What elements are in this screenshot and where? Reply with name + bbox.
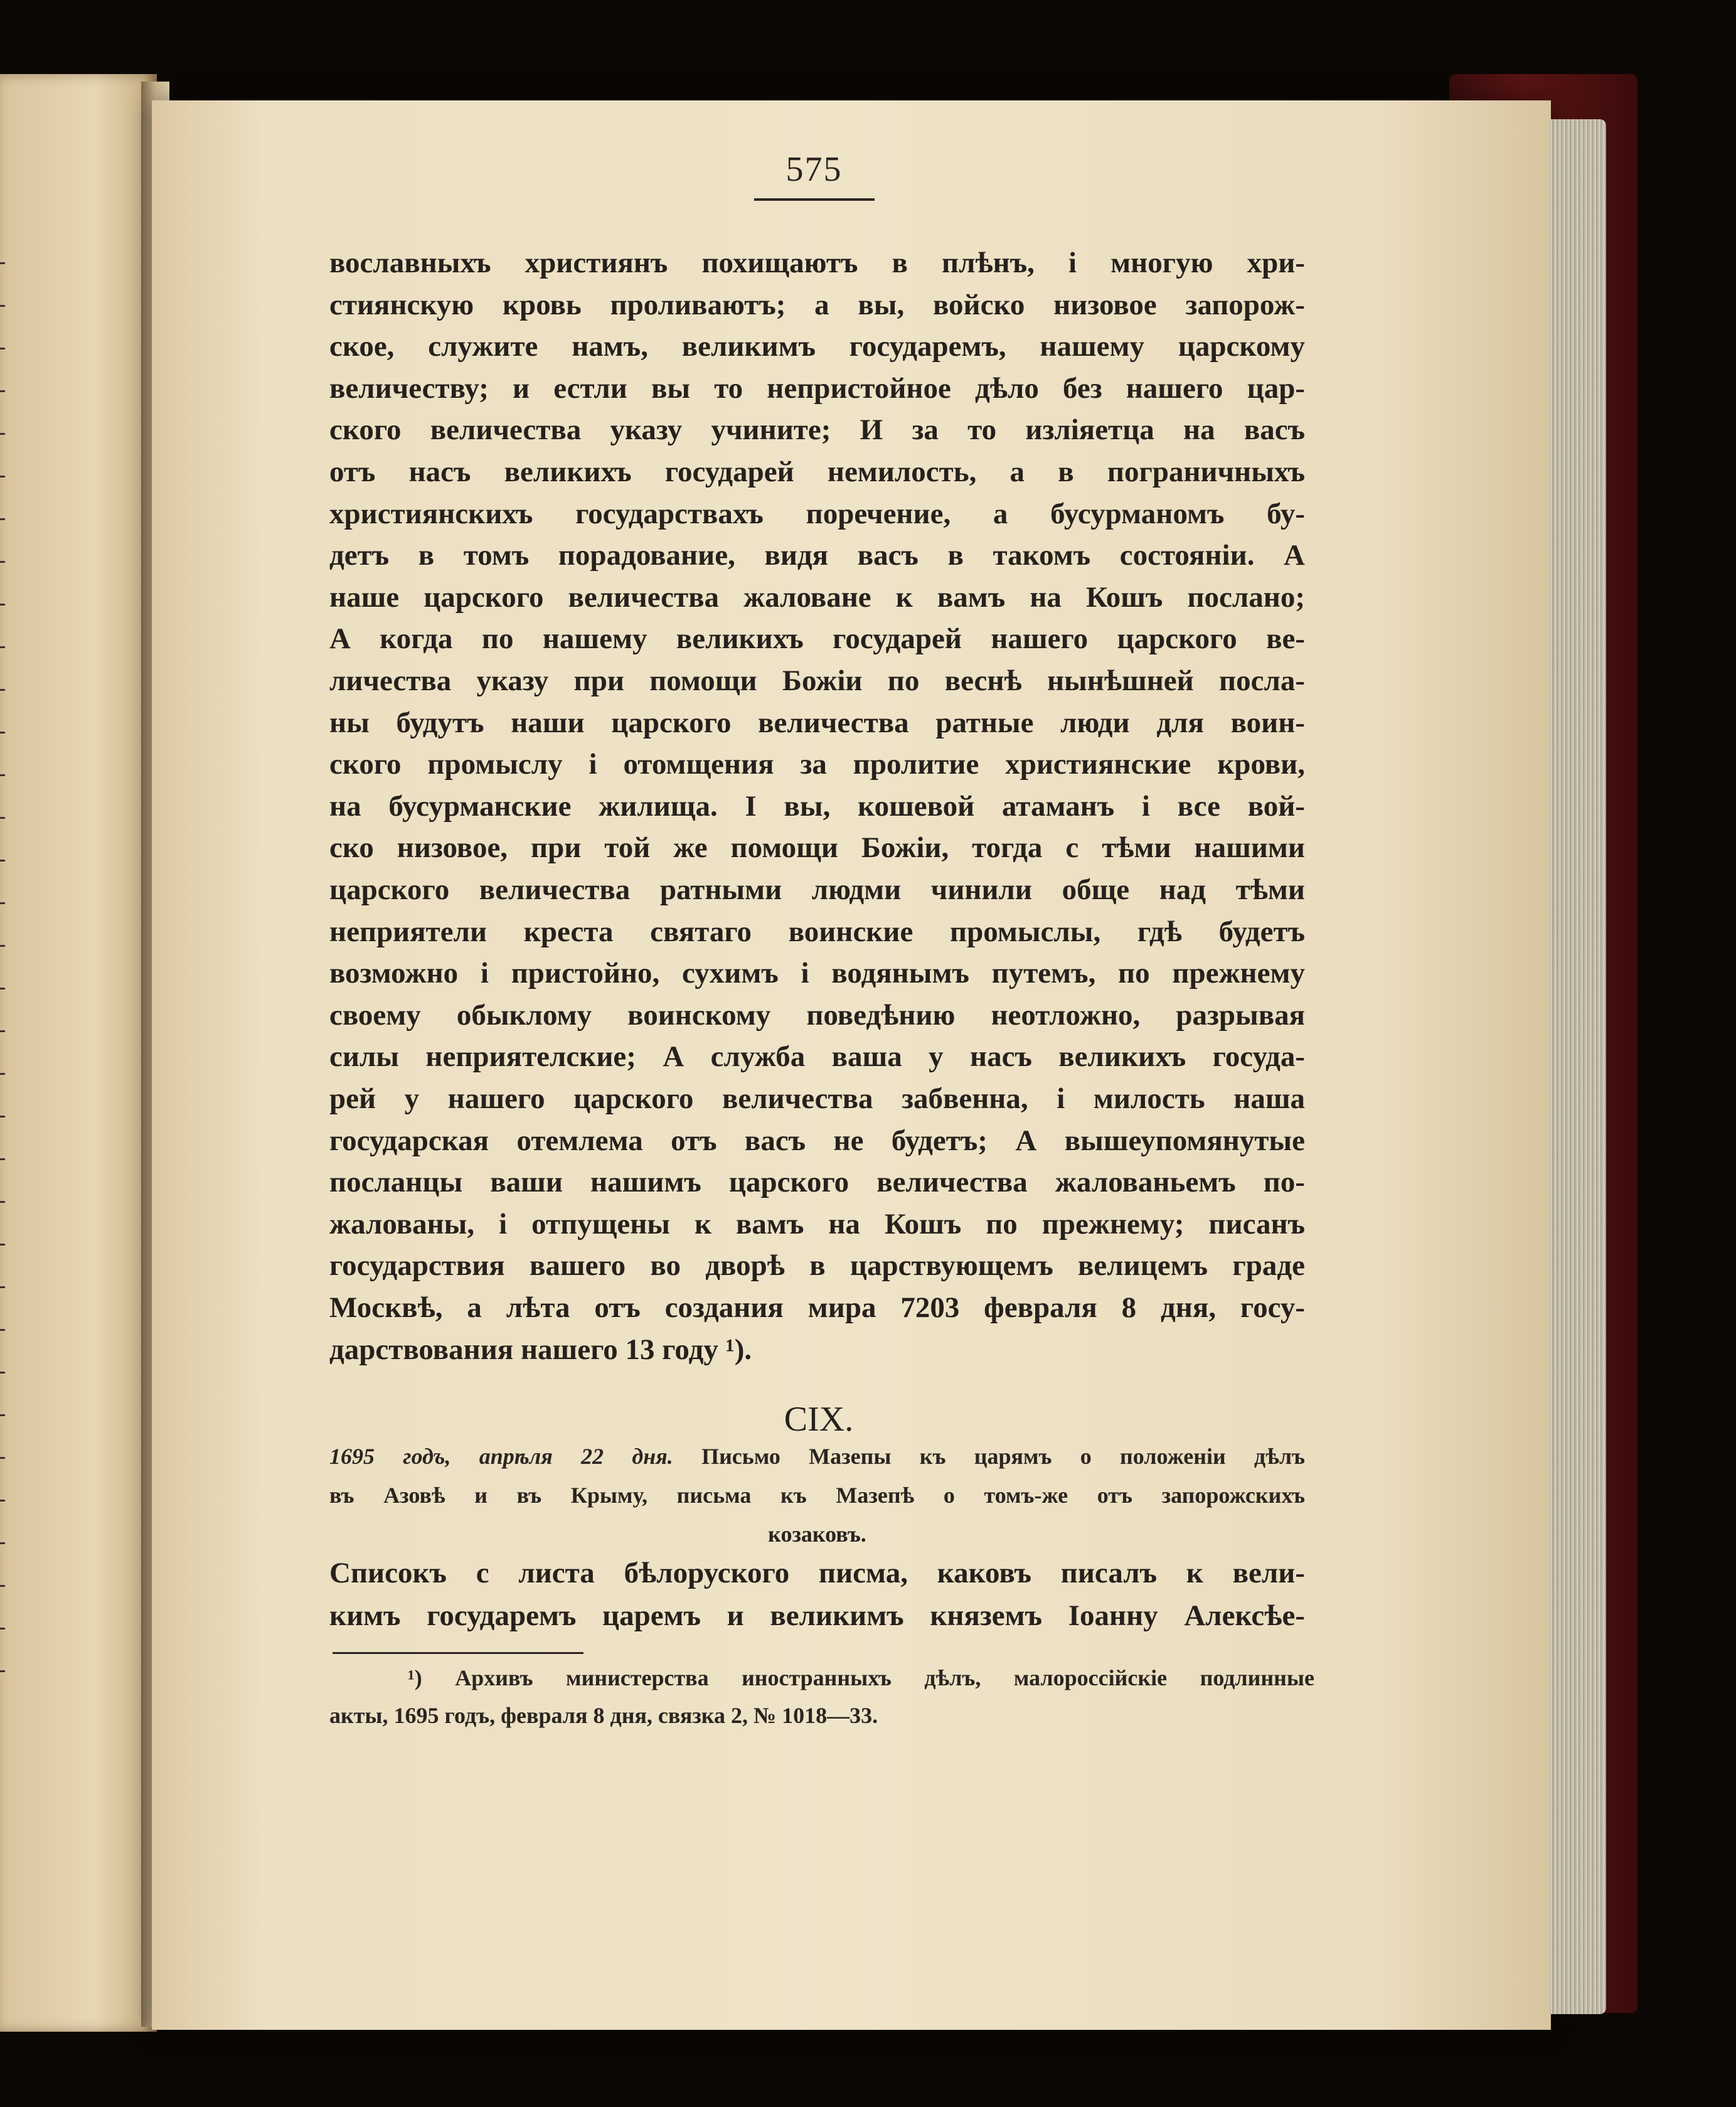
- left-page-text-fragment: [0, 604, 5, 605]
- left-page-text-fragment: [0, 1542, 5, 1544]
- left-page-text-fragment: [0, 1670, 5, 1672]
- body-text-line: ского промыслу і отомщения за пролитие християнские крови,: [329, 748, 1305, 781]
- footnote-line: ¹) Архивъ министерства иностранныхъ дѣлъ, малороссійскіе подлинные: [408, 1665, 1314, 1690]
- body-text-line: царского величества ратными людми чинили обще над тѣми: [329, 873, 1305, 906]
- body-text-line: ны будутъ наши царского величества ратные люди для воин-: [329, 706, 1305, 739]
- left-page-text-fragment: [0, 1286, 5, 1288]
- left-page-text-fragment: [0, 433, 5, 435]
- left-page-text-fragment: [0, 902, 5, 904]
- left-page-text-fragment: [0, 1201, 5, 1203]
- section-heading-line: козаковъ.: [768, 1522, 866, 1547]
- section-heading-text: Письмо Мазепы къ царямъ о положеніи дѣлъ: [701, 1444, 1306, 1469]
- body-text-line: неприятели креста святаго воинские промыслы, гдѣ будетъ: [329, 915, 1305, 948]
- left-page-text-fragment: [0, 561, 5, 563]
- footnote-rule: [333, 1652, 583, 1654]
- left-page-text-fragment: [0, 1628, 5, 1630]
- body-text-line: християнскихъ государствахъ поречение, а бусурманомъ бу-: [329, 497, 1305, 530]
- body-text-line: посланцы ваши нашимъ царского величества жалованьемъ по-: [329, 1166, 1305, 1199]
- section-body-line: Списокъ с листа бѣлоруского писма, каковъ писалъ к вели-: [329, 1557, 1305, 1589]
- left-page-text-fragment: [0, 518, 5, 520]
- body-text-line: ско низовое, при той же помощи Божіи, тогда с тѣми нашими: [329, 831, 1305, 865]
- body-text-line: государская отемлема отъ васъ не будетъ; А вышеупомянутые: [329, 1124, 1305, 1157]
- left-page-text-fragment: [0, 390, 5, 392]
- section-heading-line: [329, 1443, 1305, 1470]
- left-page-text-fragment: [0, 1585, 5, 1587]
- left-page-text-fragment: [0, 476, 5, 477]
- body-text-line: личества указу при помощи Божіи по веснѣ нынѣшней посла-: [329, 664, 1305, 697]
- left-page-text-fragment: [0, 348, 5, 349]
- left-page-text-fragment: [0, 646, 5, 648]
- body-text-line: рей у нашего царского величества забвенна, і милость наша: [329, 1082, 1305, 1115]
- body-text-line: наше царского величества жаловане к вамъ на Кошъ послано;: [329, 580, 1305, 614]
- body-text-line: жалованы, і отпущены к вамъ на Кошъ по прежнему; писанъ: [329, 1207, 1305, 1240]
- left-page-text-fragment: [0, 1457, 5, 1459]
- left-page-text-fragment: [0, 689, 5, 691]
- body-text-line: стиянскую кровь проливаютъ; а вы, войско низовое запорож-: [329, 288, 1305, 321]
- left-page-text-fragment: [0, 774, 5, 776]
- left-page-text-fragment: [0, 1414, 5, 1416]
- page-number: 575: [785, 150, 843, 189]
- left-page-text-fragment: [0, 1372, 5, 1374]
- left-page-text-fragment: [0, 262, 5, 264]
- left-page-edge: [0, 74, 157, 2032]
- left-page-text-edge: [0, 262, 8, 1768]
- body-text-line: государствия вашего во дворѣ в царствующемъ велицемъ граде: [329, 1249, 1305, 1283]
- left-page-text-fragment: [0, 1158, 5, 1160]
- left-page-text-fragment: [0, 945, 5, 947]
- left-page-text-fragment: [0, 1244, 5, 1246]
- footnote-line: акты, 1695 годъ, февраля 8 дня, связка 2, № 1018—33.: [329, 1703, 878, 1728]
- left-page-text-fragment: [0, 1329, 5, 1331]
- body-text-line: на бусурманские жилища. І вы, кошевой атаманъ і все вой-: [329, 789, 1305, 823]
- left-page-text-fragment: [0, 1073, 5, 1075]
- section-body-line: кимъ государемъ царемъ и великимъ княземъ Іоанну Алексѣе-: [329, 1599, 1305, 1632]
- left-page-text-fragment: [0, 817, 5, 819]
- left-page-text-fragment: [0, 732, 5, 733]
- section-heading-date: 1695 годъ, апрѣля 22 дня.: [329, 1444, 673, 1469]
- body-text-line: силы неприятелские; А служба ваша у насъ великихъ госуда-: [329, 1040, 1305, 1074]
- left-page-text-fragment: [0, 988, 5, 989]
- body-text-line: ское, служите намъ, великимъ государемъ, нашему царскому: [329, 330, 1305, 363]
- page-fore-edge: [1550, 119, 1606, 2014]
- left-page-text-fragment: [0, 1030, 5, 1032]
- body-text-line: детъ в томъ порадование, видя васъ в такомъ состояніи. А: [329, 539, 1305, 572]
- body-text-line: Москвѣ, а лѣта отъ создания мира 7203 февраля 8 дня, госу-: [329, 1291, 1305, 1324]
- body-text-line: отъ насъ великихъ государей немилость, а в пограничныхъ: [329, 456, 1305, 488]
- body-text-line: дарствования нашего 13 году ¹).: [329, 1333, 752, 1366]
- left-page-text-fragment: [0, 1116, 5, 1118]
- body-text-line: возможно і пристойно, сухимъ і водянымъ путемъ, по прежнему: [329, 957, 1305, 990]
- page-number-rule: [754, 198, 875, 201]
- body-text-line: своему обыклому воинскому поведѣнию неотложно, разрывая: [329, 998, 1305, 1032]
- left-page-text-fragment: [0, 1500, 5, 1502]
- body-text-line: А когда по нашему великихъ государей нашего царского ве-: [329, 622, 1305, 656]
- body-text-line: вославныхъ християнъ похищаютъ в плѣнъ, і многую хри-: [329, 247, 1305, 279]
- left-page-text-fragment: [0, 860, 5, 861]
- section-title: CIX.: [784, 1400, 854, 1439]
- left-page-text-fragment: [0, 305, 5, 307]
- body-text-line: ского величества указу учините; И за то изліяетца на васъ: [329, 413, 1305, 447]
- body-text-line: величеству; и естли вы то непристойное дѣло без нашего цар-: [329, 371, 1305, 405]
- section-heading-line: въ Азовѣ и въ Крыму, письма къ Мазепѣ о томъ-же отъ запорожскихъ: [329, 1483, 1305, 1508]
